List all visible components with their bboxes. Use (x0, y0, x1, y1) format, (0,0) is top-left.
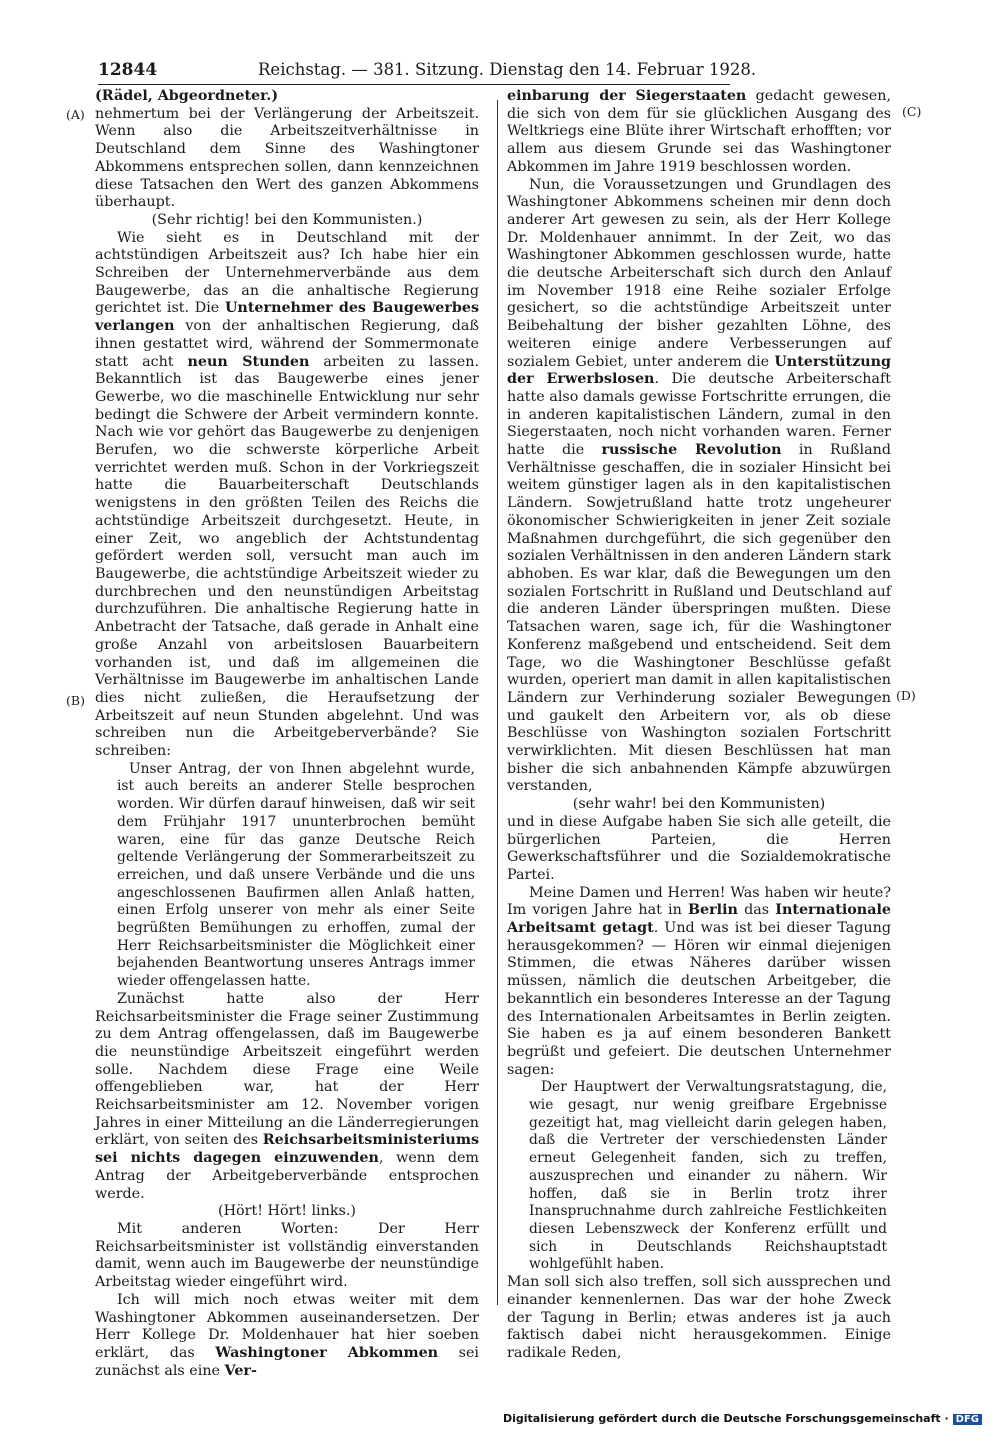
paragraph: nehmertum bei der Verlängerung der Arbeitszeit. Wenn also die Arbeitszeitverhältnisse in Deutschland dem Sinne des Washingtoner Abkommens entsprechen sollen, dann kennzeichnen diese Tatsachen den Wert des ganzen Abkommens überhaupt. (95, 105, 479, 211)
margin-marker-a: (A) (66, 107, 85, 122)
paragraph: und in diese Aufgabe haben Sie sich alle geteilt, die bürgerlichen Parteien, die Herren Gewerkschaftsführer und die Sozialdemokratische Partei. (507, 813, 891, 883)
page-number: 12844 (98, 60, 158, 80)
margin-marker-d: (D) (896, 688, 916, 703)
interjection: (Sehr richtig! bei den Kommunisten.) (151, 211, 423, 228)
paragraph: Meine Damen und Herren! Was haben wir heute? Im vorigen Jahre hat in Berlin das Internationale Arbeitsamt getagt. Und was ist bei dieser Tagung herausgekommen? — Hören wir einmal diejenigen Stimmen, die etwas Näheres darüber wissen müssen, nämlich die deutschen Arbeitgeber, die bekanntlich ein besonderes Interesse an der Tagung des Internationalen Arbeitsamtes in Berlin zeigten. Sie haben es ja auf einem besonderen Bankett begrüßt und gefeiert. Die deutschen Unternehmer sagen: (507, 884, 891, 1078)
paragraph: Zunächst hatte also der Herr Reichsarbeitsminister die Frage seiner Zustimmung zu dem Antrag offengelassen, daß im Baugewerbe die neunstündige Arbeitszeit eingeführt werden solle. Nachdem diese Frage eine Weile offengeblieben war, hat der Herr Reichsarbeitsminister am 12. November vorigen Jahres in einer Mitteilung an die Länderregierungen erklärt, von seiten des Reichsarbeitsministeriums sei nichts dagegen einzuwenden, wenn dem Antrag der Arbeitgeberverbände entsprochen werde. (95, 990, 479, 1202)
paragraph: Mit anderen Worten: Der Herr Reichsarbeitsminister ist vollständig einverstanden damit, wenn auch im Baugewerbe der neunstündige Arbeitstag wieder eingeführt wird. (95, 1221, 479, 1291)
paragraph: Nun, die Voraussetzungen und Grundlagen des Washingtoner Abkommens scheinen mir denn doch anderer Art gewesen zu sein, als der Herr Kollege Dr. Moldenhauer annimmt. In der Zeit, wo das Washingtoner Abkommen geschlossen wurde, hatte die deutsche Arbeiterschaft sich durch den Anlauf im November 1918 eine Reihe sozialer Erfolge gesichert, so die achtstündige Arbeitszeit unter Beibehaltung der bisher gezahlten Löhne, des weiteren einige andere Verbesserungen auf sozialem Gebiet, unter anderem die Unterstützung der Erwerbslosen. Die deutsche Arbeiterschaft hatte also damals gewisse Fortschritte errungen, die in anderen kapitalistischen Ländern, zumal in den Siegerstaaten, noch nicht vorhanden waren. Ferner hatte die russische Revolution in Rußland Verhältnisse geschaffen, die in sozialer Hinsicht bei weitem günstiger lagen als in den kapitalistischen Ländern. Sowjetrußland hatte trotz ungeheurer ökonomischer Schwierigkeiten in jener Zeit soziale Maßnahmen durchgeführt, die sich gegenüber den sozialen Verhältnissen in den anderen Ländern stark abhoben. Es war klar, daß die Bewegungen um den sozialen Fortschritt in Rußland und Deutschland auf die anderen Länder überspringen mußten. Diese Tatsachen waren, sage ich, für die Washingtoner Konferenz maßgebend und entscheidend. Seit dem Tage, wo die Washingtoner Beschlüsse gefaßt wurden, operiert man damit in allen kapitalistischen Ländern zur Verhinderung sozialer Bewegungen und gaukelt den Arbeitern vor, als ob diese Beschlüsse von Washington sozialen Fortschritt verwirklichten. Mit diesen Beschlüssen hat man bisher die sich anbahnenden Kämpfe abzuwürgen verstanden, (507, 176, 891, 795)
interjection: (Hört! Hört! links.) (218, 1203, 356, 1220)
footer-text: Digitalisierung gefördert durch die Deutsche Forschungsgemeinschaft · (502, 1412, 949, 1425)
margin-marker-b: (B) (66, 693, 85, 708)
column-divider (497, 100, 498, 1305)
page-header (98, 58, 757, 85)
block-quote: Der Hauptwert der Verwaltungsratstagung, die, wie gesagt, nur wenig greifbare Ergebnisse gezeitigt hat, mag vielleicht darin gelegen haben, daß die Vertreter der verschiedensten Länder erneut Gelegenheit fanden, sich zu treffen, auszusprechen und einander zu nähern. Wir hoffen, daß sie in Berlin trotz ihrer Inanspruchnahme durch zahlreiche Festlichkeiten diesen Lebenszweck der Konferenz erfüllt und sich in Deutschlands Reichshauptstadt wohlgefühlt haben. (529, 1079, 887, 1273)
dfg-logo: DFG (953, 1414, 982, 1425)
right-column (507, 88, 891, 1361)
paragraph: einbarung der Siegerstaaten gedacht gewesen, die sich von dem für sie glücklichen Ausgang des Weltkriegs eine Blüte ihrer Wirtschaft erhofften; vor allem aus diesem Grunde sei das Washingtoner Abkommen im Jahre 1919 beschlossen worden. (507, 88, 891, 175)
paragraph: Wie sieht es in Deutschland mit der achtstündigen Arbeitszeit aus? Ich habe hier ein Schreiben der Unternehmerverbände aus dem Baugewerbe, das an die anhaltische Regierung gerichtet ist. Die Unternehmer des Baugewerbes verlangen von der anhaltischen Regierung, daß ihnen gestattet wird, während der Sommermonate statt acht neun Stunden arbeiten zu lassen. Bekanntlich ist das Baugewerbe eines jener Gewerbe, wo die maschinelle Entwicklung nur sehr bedingt die Schwere der Arbeit vermindern konnte. Nach wie vor gehört das Baugewerbe zu denjenigen Berufen, wo die schwerste körperliche Arbeit verrichtet werden muß. Schon in der Vorkriegszeit hatte die Bauarbeiterschaft Deutschlands wenigstens in den größten Teilen des Reichs die achtstündige Arbeitszeit durchgesetzt. Heute, in einer Zeit, wo angeblich der Achtstundentag gefördert werden soll, versucht man auch im Baugewerbe, die achtstündige Arbeitszeit wieder zu durchbrechen und den neunstündigen Arbeitstag durchzuführen. Die anhaltische Regierung hatte in Anbetracht der Tatsache, daß gerade in Anhalt eine große Anzahl von arbeitslosen Bauarbeitern vorhanden ist, und daß im allgemeinen die Verhältnisse im Baugewerbe im anhaltischen Lande dies nicht zuließen, die Heraufsetzung der Arbeitszeit auf neun Stunden abgelehnt. Und was schreiben nun die Arbeitgeberverbände? Sie schreiben: (95, 229, 480, 760)
running-title: Reichstag. — 381. Sitzung. Dienstag den 14. Februar 1928. (258, 60, 757, 79)
interjection: (sehr wahr! bei den Kommunisten) (572, 796, 826, 813)
paragraph: Man soll sich also treffen, soll sich aussprechen und einander kennenlernen. Das war der hohe Zweck der Tagung in Berlin; etwas anderes ist ja auch faktisch dabei nicht herausgekommen. Einige radikale Reden, (507, 1274, 891, 1361)
margin-marker-c: (C) (902, 104, 922, 119)
paragraph: Ich will mich noch etwas weiter mit dem Washingtoner Abkommen auseinandersetzen. Der Herr Kollege Dr. Moldenhauer hat hier soeben erklärt, das Washingtoner Abkommen sei zunächst als eine Ver- (95, 1291, 480, 1379)
speaker-label: (Rädel, Abgeordneter.) (95, 88, 279, 104)
left-column (95, 88, 480, 1379)
block-quote: Unser Antrag, der von Ihnen abgelehnt wurde, ist auch bereits an anderer Stelle besprochen worden. Wir dürfen darauf hinweisen, daß wir seit dem Frühjahr 1917 ununterbrochen bemüht waren, eine für das ganze Deutsche Reich geltende Verlängerung der Sommerarbeitszeit zu erreichen, und daß unsere Verbände und die uns angeschlossenen Baufirmen allen Anlaß hatten, einen Erfolg unserer von mehr als einer Seite begrüßten Bemühungen zu erhoffen, zumal der Herr Reichsarbeitsminister die Möglichkeit einer bejahenden Beantwortung unseres Antrags immer wieder offengelassen hatte. (117, 760, 475, 990)
footer-credit (503, 1412, 982, 1425)
